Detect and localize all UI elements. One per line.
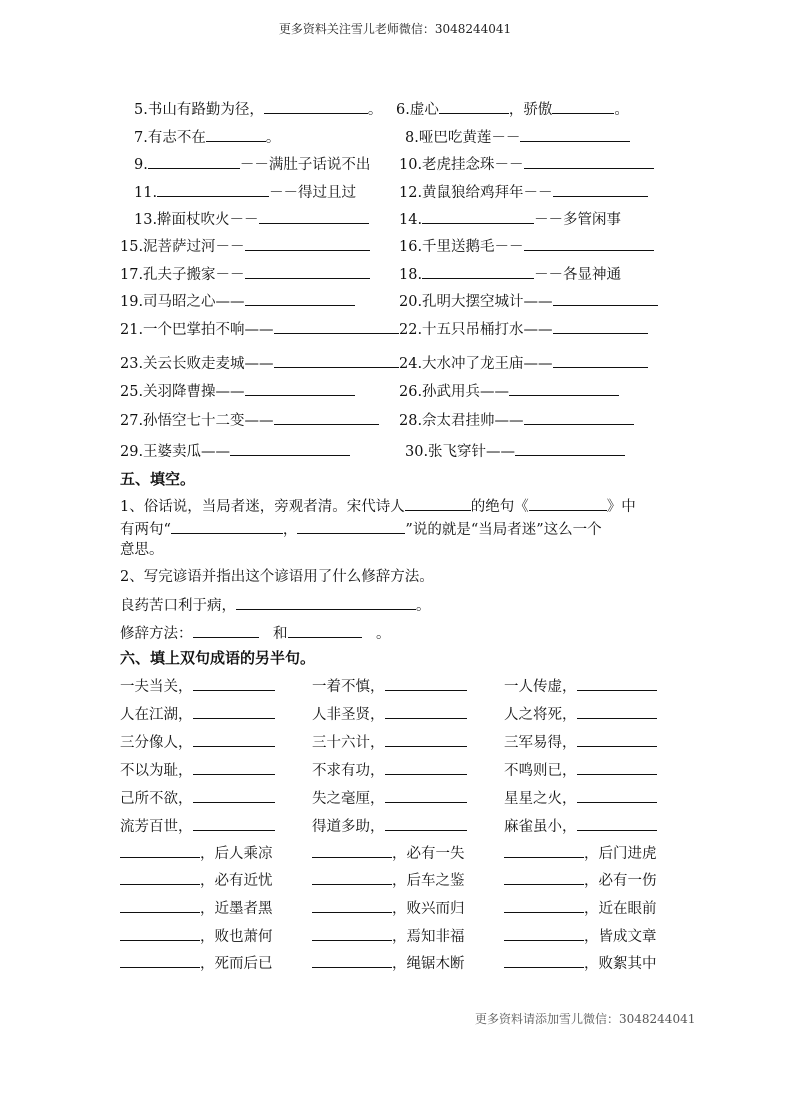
answer-blank[interactable]	[422, 208, 534, 224]
answer-blank[interactable]	[439, 98, 509, 114]
text: ，	[282, 522, 298, 538]
text: 1、俗话说，当局者迷，旁观者清。宋代诗人	[120, 499, 405, 515]
answer-blank[interactable]	[515, 440, 625, 456]
question-item-right	[399, 208, 621, 230]
text: 和	[273, 626, 288, 642]
question-item-left	[120, 235, 370, 257]
text: 三十六计，	[312, 735, 385, 751]
text: 17.孔夫子搬家－－	[120, 267, 245, 283]
text: 一着不慎，	[312, 679, 385, 695]
question-item-right	[399, 409, 634, 431]
section5-q1-line3: 意思。	[120, 542, 164, 558]
idiom-front-item	[504, 815, 657, 837]
answer-blank[interactable]	[245, 263, 370, 279]
answer-blank[interactable]	[120, 869, 200, 885]
answer-blank[interactable]	[577, 787, 657, 803]
text: 26.孙武用兵——	[399, 384, 510, 400]
section-5-title: 五、填空。	[120, 470, 196, 488]
text: 8.哑巴吃黄莲－－	[405, 130, 521, 146]
text: 14.	[399, 212, 423, 228]
answer-blank[interactable]	[230, 440, 350, 456]
idiom-front-item	[120, 815, 275, 837]
answer-blank[interactable]	[120, 925, 200, 941]
answer-blank[interactable]	[524, 409, 634, 425]
text: ，骄傲	[508, 102, 553, 118]
section5-q2-proverb	[120, 594, 431, 616]
answer-blank[interactable]	[259, 208, 369, 224]
text: 人在江湖，	[120, 707, 193, 723]
question-item-right	[399, 181, 648, 203]
answer-blank[interactable]	[529, 495, 607, 511]
text: 。	[416, 598, 431, 614]
idiom-front-item	[120, 703, 275, 725]
text: 有两句“	[120, 522, 171, 538]
text: 失之毫厘，	[312, 791, 385, 807]
idiom-front-item	[504, 703, 657, 725]
question-item-left	[134, 98, 382, 120]
answer-blank[interactable]	[264, 98, 368, 114]
answer-blank[interactable]	[553, 318, 648, 334]
question-item-right	[396, 98, 629, 120]
answer-blank[interactable]	[157, 181, 269, 197]
question-item-left	[134, 208, 369, 230]
idiom-back-item	[120, 897, 273, 919]
text: 三分像人，	[120, 735, 193, 751]
answer-blank[interactable]	[274, 318, 399, 334]
idiom-back-item	[312, 952, 465, 974]
answer-blank[interactable]	[577, 815, 657, 831]
text: －－满肚子话说不出	[239, 157, 371, 173]
answer-blank[interactable]	[297, 518, 405, 534]
text: 的绝句《	[470, 499, 529, 515]
idiom-front-item	[504, 731, 657, 753]
text: 29.王婆卖瓜——	[120, 444, 231, 460]
text: ，必有一伤	[584, 873, 657, 889]
text: 三军易得，	[504, 735, 577, 751]
answer-blank[interactable]	[245, 380, 355, 396]
answer-blank[interactable]	[120, 842, 200, 858]
text: 24.大水冲了龙王庙——	[399, 356, 553, 372]
answer-blank[interactable]	[206, 126, 266, 142]
answer-blank[interactable]	[120, 897, 200, 913]
answer-blank[interactable]	[577, 759, 657, 775]
answer-blank[interactable]	[274, 409, 379, 425]
question-item-left	[120, 290, 355, 312]
answer-blank[interactable]	[504, 952, 584, 968]
page-footer: 更多资料请添加雪儿微信：3048244041	[475, 1012, 696, 1026]
answer-blank[interactable]	[120, 952, 200, 968]
idiom-front-item	[312, 815, 467, 837]
idiom-front-item	[120, 787, 275, 809]
answer-blank[interactable]	[553, 181, 648, 197]
idiom-front-item	[120, 759, 275, 781]
text: ，必有一失	[392, 846, 465, 862]
question-item-right	[399, 235, 654, 257]
idiom-back-item	[312, 869, 465, 891]
idiom-back-item	[504, 925, 657, 947]
question-item-left	[120, 318, 399, 340]
idiom-front-item	[504, 759, 657, 781]
text: 星星之火，	[504, 791, 577, 807]
text: ，近在眼前	[584, 901, 657, 917]
answer-blank[interactable]	[288, 622, 362, 638]
answer-blank[interactable]	[245, 235, 370, 251]
text: 得道多助，	[312, 819, 385, 835]
text: 30.张飞穿针——	[405, 444, 516, 460]
text: 不以为耻，	[120, 763, 193, 779]
idiom-back-item	[504, 842, 657, 864]
text: 。	[614, 102, 629, 118]
idiom-front-item	[312, 675, 467, 697]
question-item-right	[399, 352, 648, 374]
answer-blank[interactable]	[312, 897, 392, 913]
text: 修辞方法：	[120, 626, 193, 642]
answer-blank[interactable]	[524, 235, 654, 251]
text: 16.千里送鹅毛－－	[399, 239, 524, 255]
text: 麻雀虽小，	[504, 819, 577, 835]
text: ，败絮其中	[584, 956, 657, 972]
text: ，必有近忧	[200, 873, 273, 889]
question-item-left	[134, 153, 370, 175]
question-item-right	[399, 318, 648, 340]
idiom-back-item	[120, 869, 273, 891]
text: 一夫当关，	[120, 679, 193, 695]
answer-blank[interactable]	[504, 897, 584, 913]
idiom-front-item	[312, 759, 467, 781]
text: ，死而后已	[200, 956, 273, 972]
text: ，焉知非福	[392, 929, 465, 945]
text: 7.有志不在	[134, 130, 206, 146]
answer-blank[interactable]	[422, 263, 534, 279]
answer-blank[interactable]	[274, 352, 399, 368]
question-item-left	[134, 126, 280, 148]
idiom-front-item	[312, 731, 467, 753]
answer-blank[interactable]	[385, 759, 467, 775]
text: 27.孙悟空七十二变——	[120, 413, 274, 429]
answer-blank[interactable]	[385, 815, 467, 831]
section5-q2-rhetoric	[120, 622, 391, 644]
text: 5.书山有路勤为径，	[134, 102, 264, 118]
idiom-back-item	[504, 897, 657, 919]
text: 良药苦口利于病，	[120, 598, 236, 614]
idiom-front-item	[312, 787, 467, 809]
idiom-back-item	[504, 869, 657, 891]
answer-blank[interactable]	[552, 98, 614, 114]
question-item-left	[120, 352, 399, 374]
question-item-right	[405, 126, 630, 148]
idiom-back-item	[312, 842, 465, 864]
text: 。	[376, 626, 391, 642]
text: 12.黄鼠狼给鸡拜年－－	[399, 185, 553, 201]
section-6-title: 六、填上双句成语的另半句。	[120, 649, 316, 667]
answer-blank[interactable]	[504, 842, 584, 858]
question-item-right	[405, 440, 625, 462]
text: 》中	[606, 499, 636, 515]
question-item-right	[399, 290, 658, 312]
text: －－各显神通	[534, 267, 622, 283]
text: 19.司马昭之心——	[120, 294, 245, 310]
text: 11.	[134, 185, 158, 201]
answer-blank[interactable]	[524, 153, 654, 169]
text: ，近墨者黑	[200, 901, 273, 917]
idiom-front-item	[120, 675, 275, 697]
answer-blank[interactable]	[193, 703, 275, 719]
text: ，后门进虎	[584, 846, 657, 862]
text: ，绳锯木断	[392, 956, 465, 972]
answer-blank[interactable]	[193, 731, 275, 747]
page-header: 更多资料关注雪儿老师微信：3048244041	[278, 22, 512, 36]
answer-blank[interactable]	[148, 153, 240, 169]
answer-blank[interactable]	[385, 675, 467, 691]
answer-blank[interactable]	[553, 290, 658, 306]
text: 20.孔明大摆空城计——	[399, 294, 553, 310]
answer-blank[interactable]	[385, 731, 467, 747]
answer-blank[interactable]	[504, 925, 584, 941]
answer-blank[interactable]	[193, 815, 275, 831]
answer-blank[interactable]	[312, 869, 392, 885]
text: 9.	[134, 157, 148, 173]
text: 人非圣贤，	[312, 707, 385, 723]
text: ”说的就是“当局者迷”这么一个	[405, 522, 602, 538]
section5-q1-line1	[120, 495, 636, 517]
idiom-back-item	[312, 897, 465, 919]
text: 21.一个巴掌拍不响——	[120, 322, 274, 338]
answer-blank[interactable]	[171, 518, 283, 534]
text: 。	[367, 102, 383, 118]
answer-blank[interactable]	[193, 787, 275, 803]
question-item-right	[399, 380, 619, 402]
text: 不求有功，	[312, 763, 385, 779]
question-item-right	[399, 263, 621, 285]
question-item-left	[120, 409, 379, 431]
answer-blank[interactable]	[312, 842, 392, 858]
text: 10.老虎挂念珠－－	[399, 157, 524, 173]
text: 15.泥菩萨过河－－	[120, 239, 245, 255]
idiom-front-item	[504, 675, 657, 697]
answer-blank[interactable]	[385, 787, 467, 803]
question-item-right	[399, 153, 654, 175]
text: 一人传虚，	[504, 679, 577, 695]
answer-blank[interactable]	[193, 622, 259, 638]
question-item-left	[120, 263, 370, 285]
section5-q1-line2	[120, 518, 602, 540]
text: 流芳百世，	[120, 819, 193, 835]
idiom-back-item	[120, 952, 273, 974]
text: ，后车之鉴	[392, 873, 465, 889]
answer-blank[interactable]	[504, 869, 584, 885]
idiom-front-item	[312, 703, 467, 725]
question-item-left	[134, 181, 356, 203]
answer-blank[interactable]	[509, 380, 619, 396]
idiom-back-item	[120, 925, 273, 947]
answer-blank[interactable]	[405, 495, 471, 511]
text: 。	[265, 130, 281, 146]
answer-blank[interactable]	[385, 703, 467, 719]
text: 22.十五只吊桶打水——	[399, 322, 553, 338]
answer-blank[interactable]	[577, 675, 657, 691]
text: 23.关云长败走麦城——	[120, 356, 274, 372]
text: 13.擀面杖吹火－－	[134, 212, 259, 228]
text: ，败也萧何	[200, 929, 273, 945]
idiom-front-item	[120, 731, 275, 753]
question-item-left	[120, 380, 355, 402]
answer-blank[interactable]	[520, 126, 630, 142]
text: ，败兴而归	[392, 901, 465, 917]
answer-blank[interactable]	[312, 925, 392, 941]
text: －－多管闲事	[534, 212, 622, 228]
answer-blank[interactable]	[577, 731, 657, 747]
idiom-back-item	[504, 952, 657, 974]
question-item-left	[120, 440, 350, 462]
text: 28.佘太君挂帅——	[399, 413, 524, 429]
text: 18.	[399, 267, 423, 283]
answer-blank[interactable]	[553, 352, 648, 368]
text: ，后人乘凉	[200, 846, 273, 862]
answer-blank[interactable]	[312, 952, 392, 968]
answer-blank[interactable]	[193, 675, 275, 691]
answer-blank[interactable]	[236, 594, 416, 610]
answer-blank[interactable]	[577, 703, 657, 719]
text: 己所不欲，	[120, 791, 193, 807]
idiom-front-item	[504, 787, 657, 809]
section5-q2: 2、写完谚语并指出这个谚语用了什么修辞方法。	[120, 569, 434, 585]
text: ，皆成文章	[584, 929, 657, 945]
text: －－得过且过	[269, 185, 357, 201]
idiom-back-item	[120, 842, 273, 864]
text: 6.虚心	[396, 102, 439, 118]
text: 25.关羽降曹操——	[120, 384, 245, 400]
text: 不鸣则已，	[504, 763, 577, 779]
answer-blank[interactable]	[245, 290, 355, 306]
answer-blank[interactable]	[193, 759, 275, 775]
idiom-back-item	[312, 925, 465, 947]
text: 人之将死，	[504, 707, 577, 723]
